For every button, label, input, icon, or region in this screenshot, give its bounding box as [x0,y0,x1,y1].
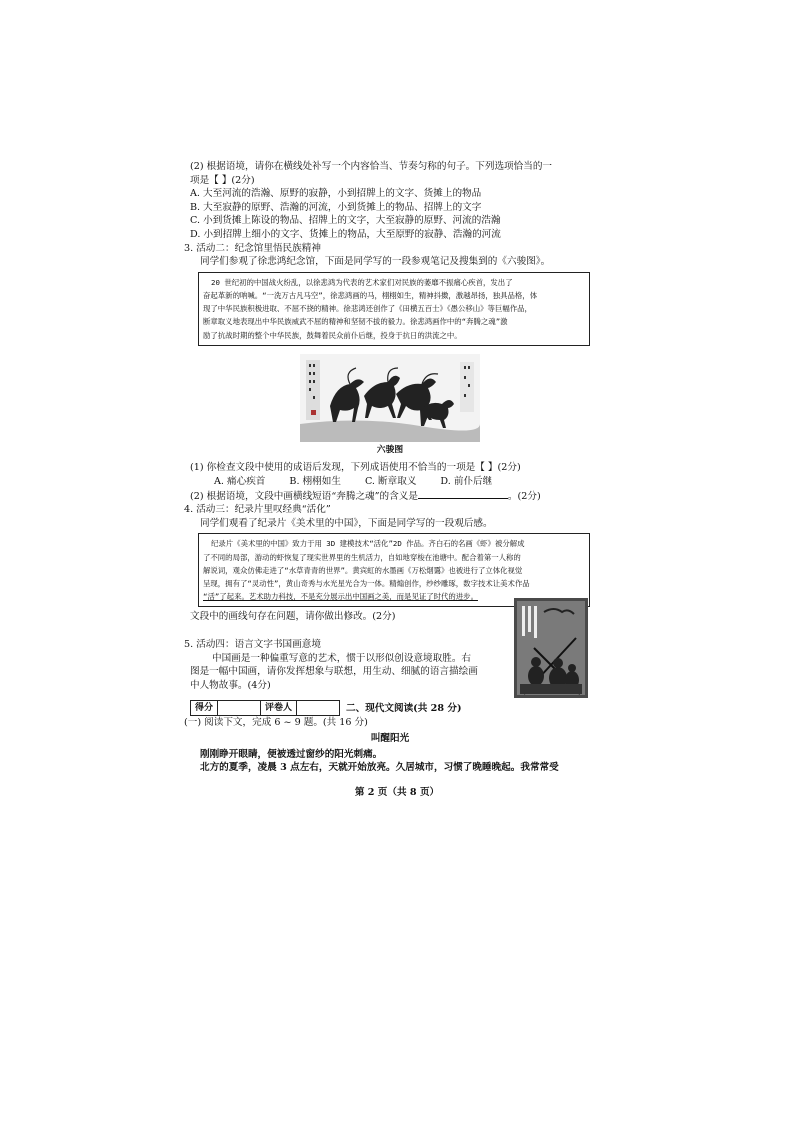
activity4-text: 图是一幅中国画，请你发挥想象与联想，用生动、细腻的语言描绘画 [190,666,478,678]
activity3-intro: 同学们观看了纪录片《美术里的中国》，下面是同学写的一段观后感。 [200,517,493,529]
activity3-question: 文段中的画线句存在问题，请你做出修改。(2分) [190,611,396,623]
note-line: 奋起革新的呐喊。“一洗万古凡马空”，徐悲鸿画的马，栩栩如生，精神抖擞，激越昂扬，独具品格，体 [203,290,538,300]
activity4-text: 中人物故事。(4分) [190,679,271,691]
section-subtitle: (一) 阅读下文，完成 6 ~ 9 题。(共 16 分) [184,717,368,729]
horse-painting-image [300,354,480,442]
option-d: D. 小到招牌上细小的文字、货摊上的物品，大至原野的寂静、浩瀚的河流 [190,228,501,240]
grader-cell[interactable] [297,701,340,716]
activity3-heading: 4. 活动三：纪录片里叹经典“活化” [184,504,331,516]
article-paragraph: 刚刚睁开眼睛，便被透过窗纱的阳光刺痛。 [200,748,383,760]
note-line: 解说词，观众仿佛走进了“水草青青的世界”。黄宾虹的水墨画《万松烟霭》也被进行了立体化视觉 [203,565,523,575]
option-b: B. 栩栩如生 [289,475,341,487]
question-stem: (2) 根据语境，请你在横线处补写一个内容恰当、节奏匀称的句子。下列选项恰当的一 [190,161,553,172]
note-line: 呈现，拥有了“灵动性”，黄山奇秀与水光星光合为一体。精煽创作，纱纱雕琢，数字技术让美术作品 [203,578,530,588]
figure-caption: 六骏图 [376,444,404,455]
note-line: 了不同的局部，游动的虾恢复了现实世界里的生机活力，自如地穿梭在池塘中。配合着第一人称的 [203,552,521,562]
note-line: 励了抗战时期的整个中华民族，鼓舞着民众前仆后继，投身于抗日的洪流之中。 [203,330,462,340]
answer-blank[interactable] [418,489,508,499]
option-a: A. 痛心疾首 [214,475,266,487]
activity2-note-box [198,272,590,346]
score-table [190,700,340,716]
activity2-q1-options [190,475,590,489]
underlined-sentence: “活”了起来。艺术助力科技，不是充分展示出中国画之美，而是见证了时代的进步。 [203,592,478,602]
note-line: 20 世纪初的中国战火纷乱，以徐悲鸿为代表的艺术家们对民族的萎靡不振痛心疾首，发出了 [211,277,513,287]
chinese-painting-image [514,598,588,698]
option-a: A. 大至河流的浩瀚、原野的寂静，小到招牌上的文字、货摊上的物品 [190,188,482,200]
activity4-heading: 5. 活动四：语言文字书国画意境 [184,638,321,650]
grader-label: 评卷人 [261,701,297,716]
activity2-heading: 3. 活动二：纪念馆里悟民族精神 [184,242,321,254]
score-cell[interactable] [218,701,261,716]
page-footer: 第 2 页（共 8 页） [354,787,440,798]
question-points: 。(2分) [507,490,541,502]
option-d: D. 前仆后继 [440,475,493,487]
six-horses-painting [300,354,480,442]
note-line: 断章取义地表现出中华民族威武不屈的精神和坚韧不拔的毅力。徐悲鸿画作中的“奔腾之魂”激 [203,317,508,327]
option-b: B. 大至寂静的原野、浩瀚的河流，小到货摊上的物品、招牌上的文字 [190,201,482,213]
activity2-intro: 同学们参观了徐悲鸿纪念馆，下面是同学写的一段参观笔记及搜集到的《六骏图》。 [200,256,551,268]
option-c: C. 断章取义 [364,475,417,487]
activity2-question-2 [190,489,590,504]
activity2-question-1: (1) 你检查文段中使用的成语后发现，下列成语使用不恰当的一项是【 】(2分) [190,462,521,474]
activity3-note-box [198,533,590,607]
article-paragraph: 北方的夏季，凌晨 3 点左右，天就开始放亮。久居城市，习惯了晚睡晚起。我常常受 [200,762,559,774]
note-line: 现了中华民族积极进取、不屈不挠的精神。徐悲鸿还创作了《田横五百士》《愚公移山》等巨幅作品， [203,304,532,314]
score-row [190,700,590,716]
note-line: 纪录片《美术里的中国》致力于用 3D 建模技术“活化”2D 作品。齐白石的名画《虾》被分解成 [211,539,525,549]
article-title: 叫醒阳光 [370,732,410,744]
option-c: C. 小到货摊上陈设的物品、招牌上的文字，大至寂静的原野、河流的浩瀚 [190,215,501,227]
question-stem: 项是【 】(2分) [190,174,255,186]
activity4-text: 中国画是一种偏重写意的艺术，惯于以形似创设意境取胜。右 [212,652,472,664]
score-label: 得分 [191,701,218,716]
question-text: (2) 根据语境，文段中画横线短语“奔腾之魂”的含义是 [190,490,418,502]
section-title: 二、现代文阅读(共 28 分) [346,702,462,714]
